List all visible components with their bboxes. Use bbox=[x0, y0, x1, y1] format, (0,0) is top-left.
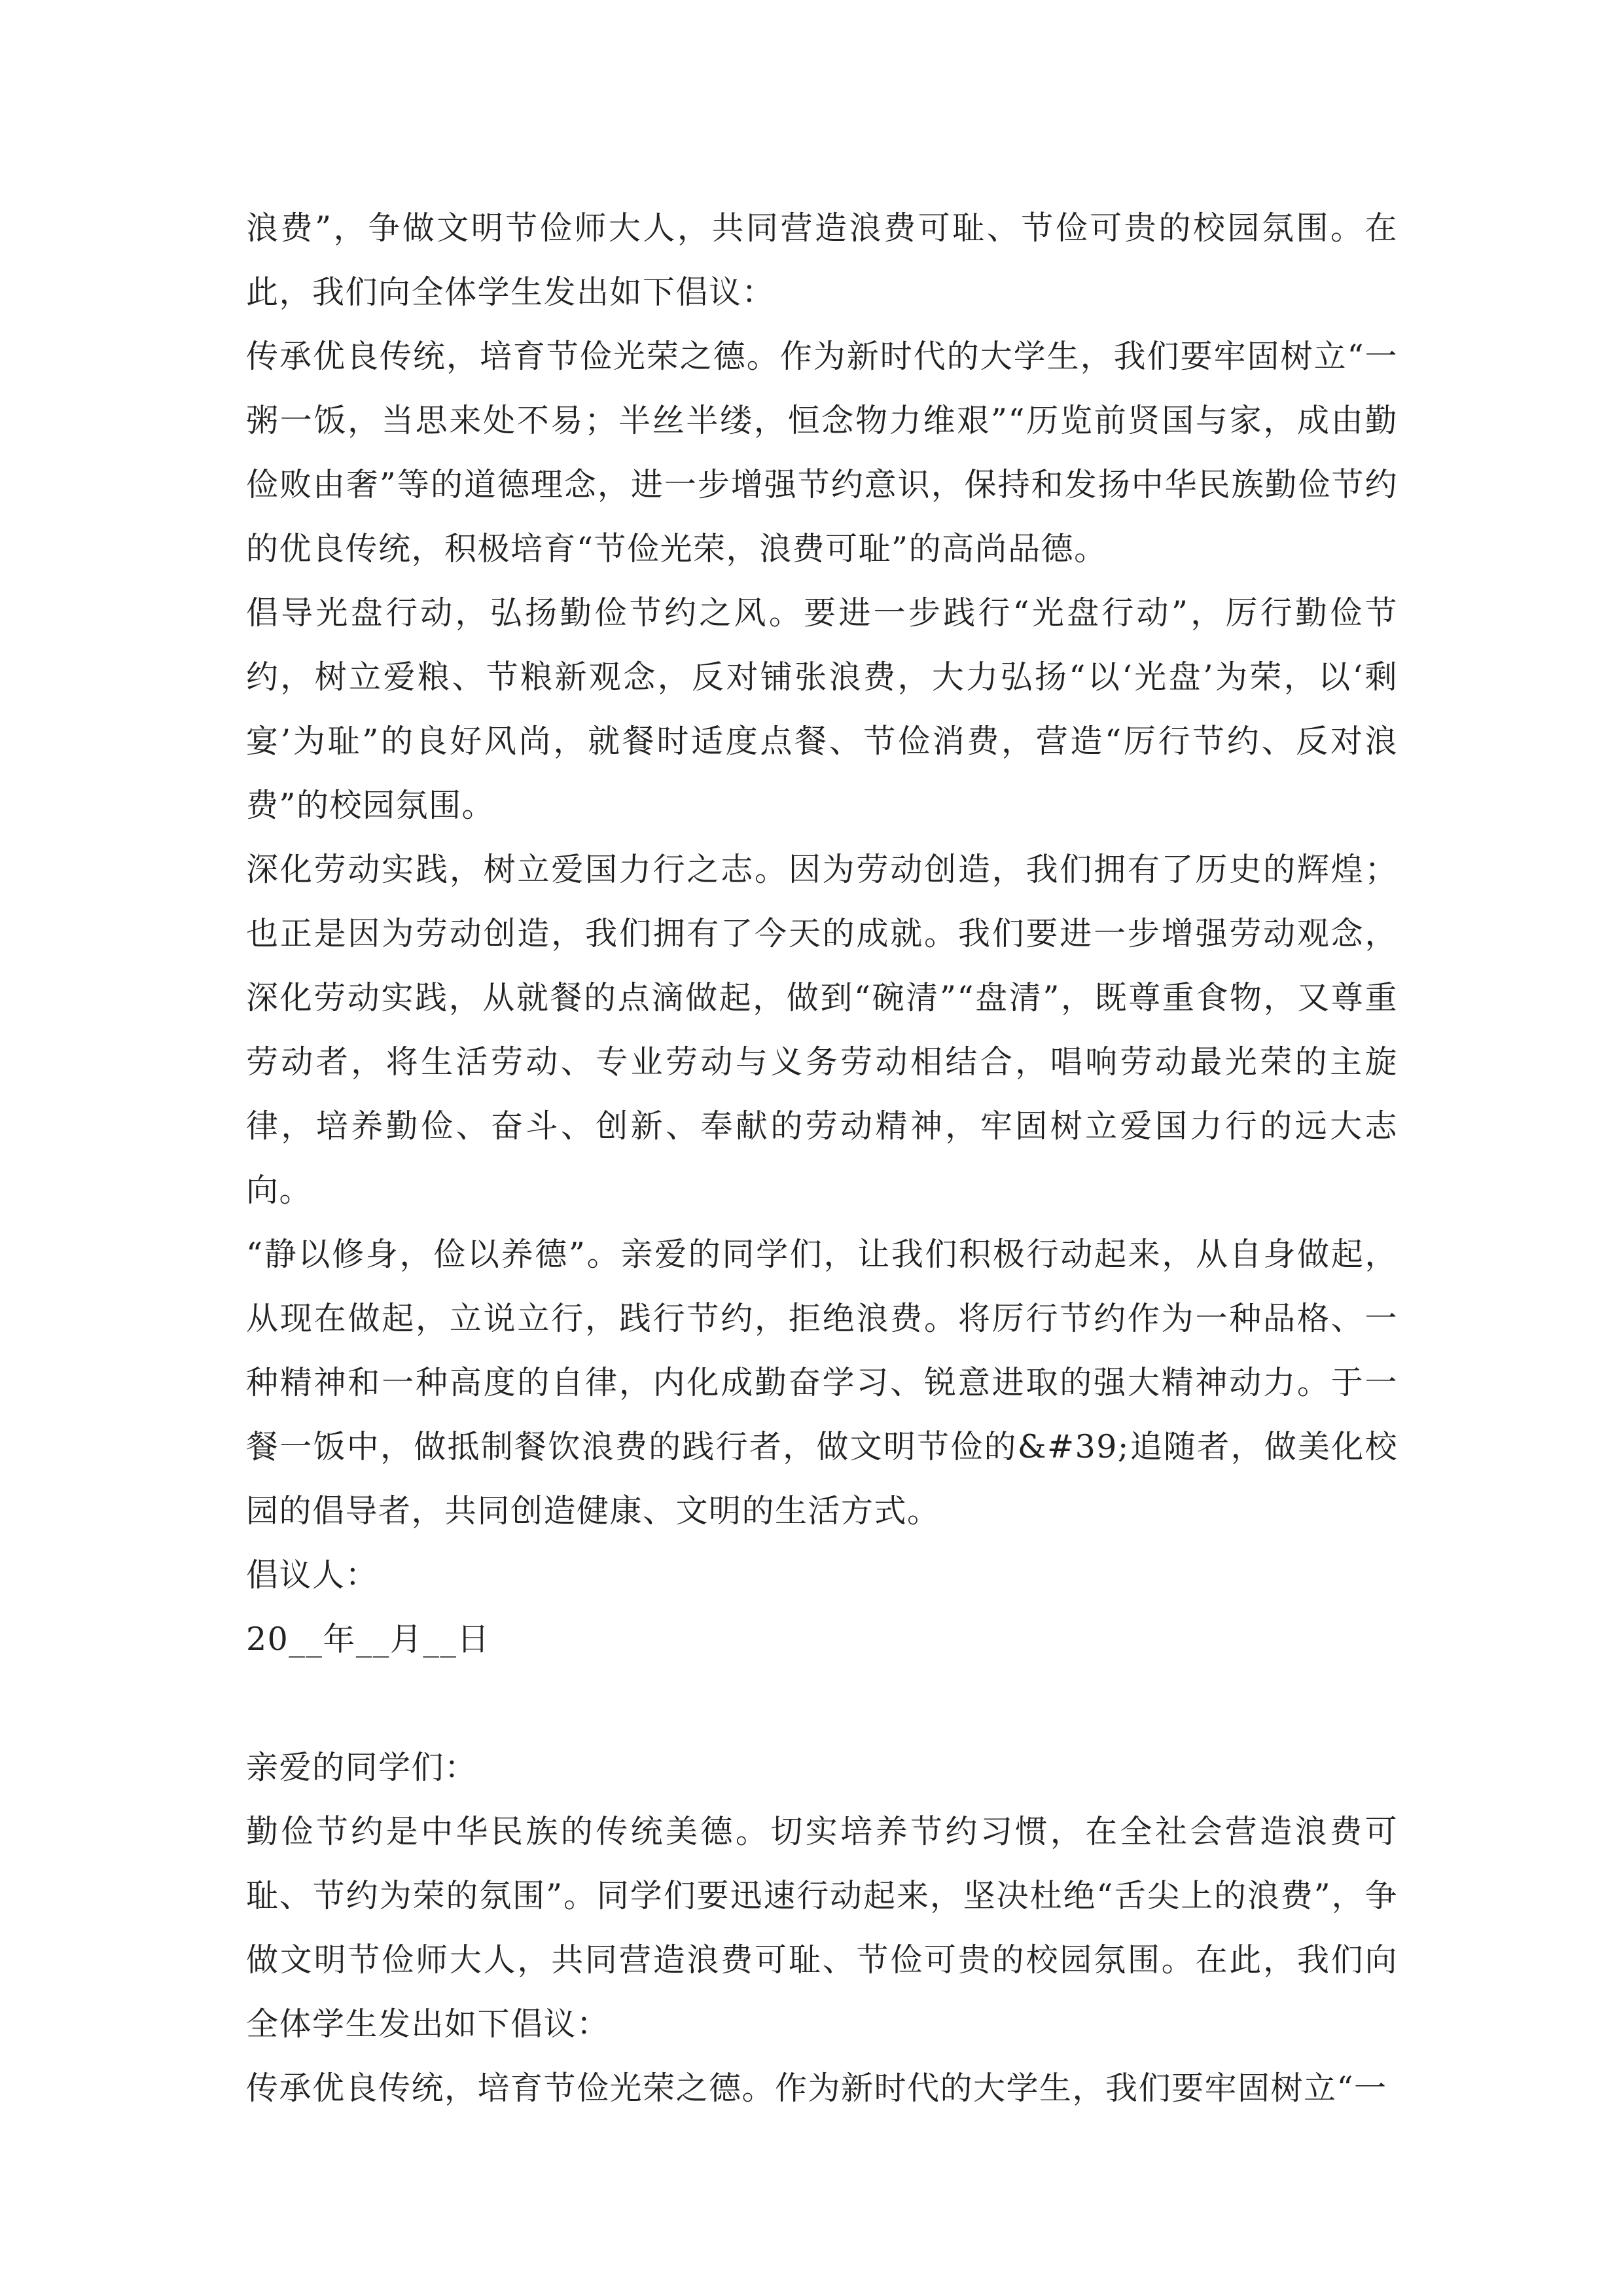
paragraph-tradition: 传承优良传统，培育节俭光荣之德。作为新时代的大学生，我们要牢固树立“一粥一饭，当思来处不易；半丝半缕，恒念物力维艰”“历览前贤国与家，成由勤俭败由奢”等的道德理念，进一步增强节约意识，保持和发扬中华民族勤俭节约的优良传统，积极培育“节俭光荣，浪费可耻”的高尚品德。 bbox=[246, 338, 1398, 567]
section-gap bbox=[246, 1672, 1398, 1736]
paragraph-labor: 深化劳动实践，树立爱国力行之志。因为劳动创造，我们拥有了历史的辉煌；也正是因为劳动创造，我们拥有了今天的成就。我们要进一步增强劳动观念，深化劳动实践，从就餐的点滴做起，做到“碗清”“盘清”，既尊重食物，又尊重劳动者，将生活劳动、专业劳动与义务劳动相结合，唱响劳动最光荣的主旋律，培养勤俭、奋斗、创新、奉献的劳动精神，牢固树立爱国力行的远大志向。 bbox=[246, 851, 1398, 1209]
paragraph-intro: 浪费”，争做文明节俭师大人，共同营造浪费可耻、节俭可贵的校园氛围。在此，我们向全体学生发出如下倡议： bbox=[246, 209, 1398, 311]
document-page bbox=[246, 196, 1398, 2121]
paragraph-virtue: 勤俭节约是中华民族的传统美德。切实培养节约习惯，在全社会营造浪费可耻、节约为荣的氛围”。同学们要迅速行动起来，坚决杜绝“舌尖上的浪费”，争做文明节俭师大人，共同营造浪费可耻、节俭可贵的校园氛围。在此，我们向全体学生发出如下倡议： bbox=[246, 1813, 1398, 2043]
paragraph-clean-plate: 倡导光盘行动，弘扬勤俭节约之风。要进一步践行“光盘行动”，厉行勤俭节约，树立爱粮、节粮新观念，反对铺张浪费，大力弘扬“以‘光盘’为荣，以‘剩宴’为耻”的良好风尚，就餐时适度点餐、节俭消费，营造“厉行节约、反对浪费”的校园氛围。 bbox=[246, 594, 1398, 824]
signer-line: 倡议人： bbox=[246, 1556, 379, 1594]
salutation: 亲爱的同学们： bbox=[246, 1749, 478, 1786]
date-line: 20__年__月__日 bbox=[246, 1621, 490, 1658]
paragraph-call-to-action: “静以修身，俭以养德”。亲爱的同学们，让我们积极行动起来，从自身做起，从现在做起，立说立行，践行节约，拒绝浪费。将厉行节约作为一种品格、一种精神和一种高度的自律，内化成勤奋学习、锐意进取的强大精神动力。于一餐一饭中，做抵制餐饮浪费的践行者，做文明节俭的&#39;追随者，做美化校园的倡导者，共同创造健康、文明的生活方式。 bbox=[246, 1236, 1398, 1530]
paragraph-tradition-repeat: 传承优良传统，培育节俭光荣之德。作为新时代的大学生，我们要牢固树立“一 bbox=[246, 2070, 1387, 2107]
